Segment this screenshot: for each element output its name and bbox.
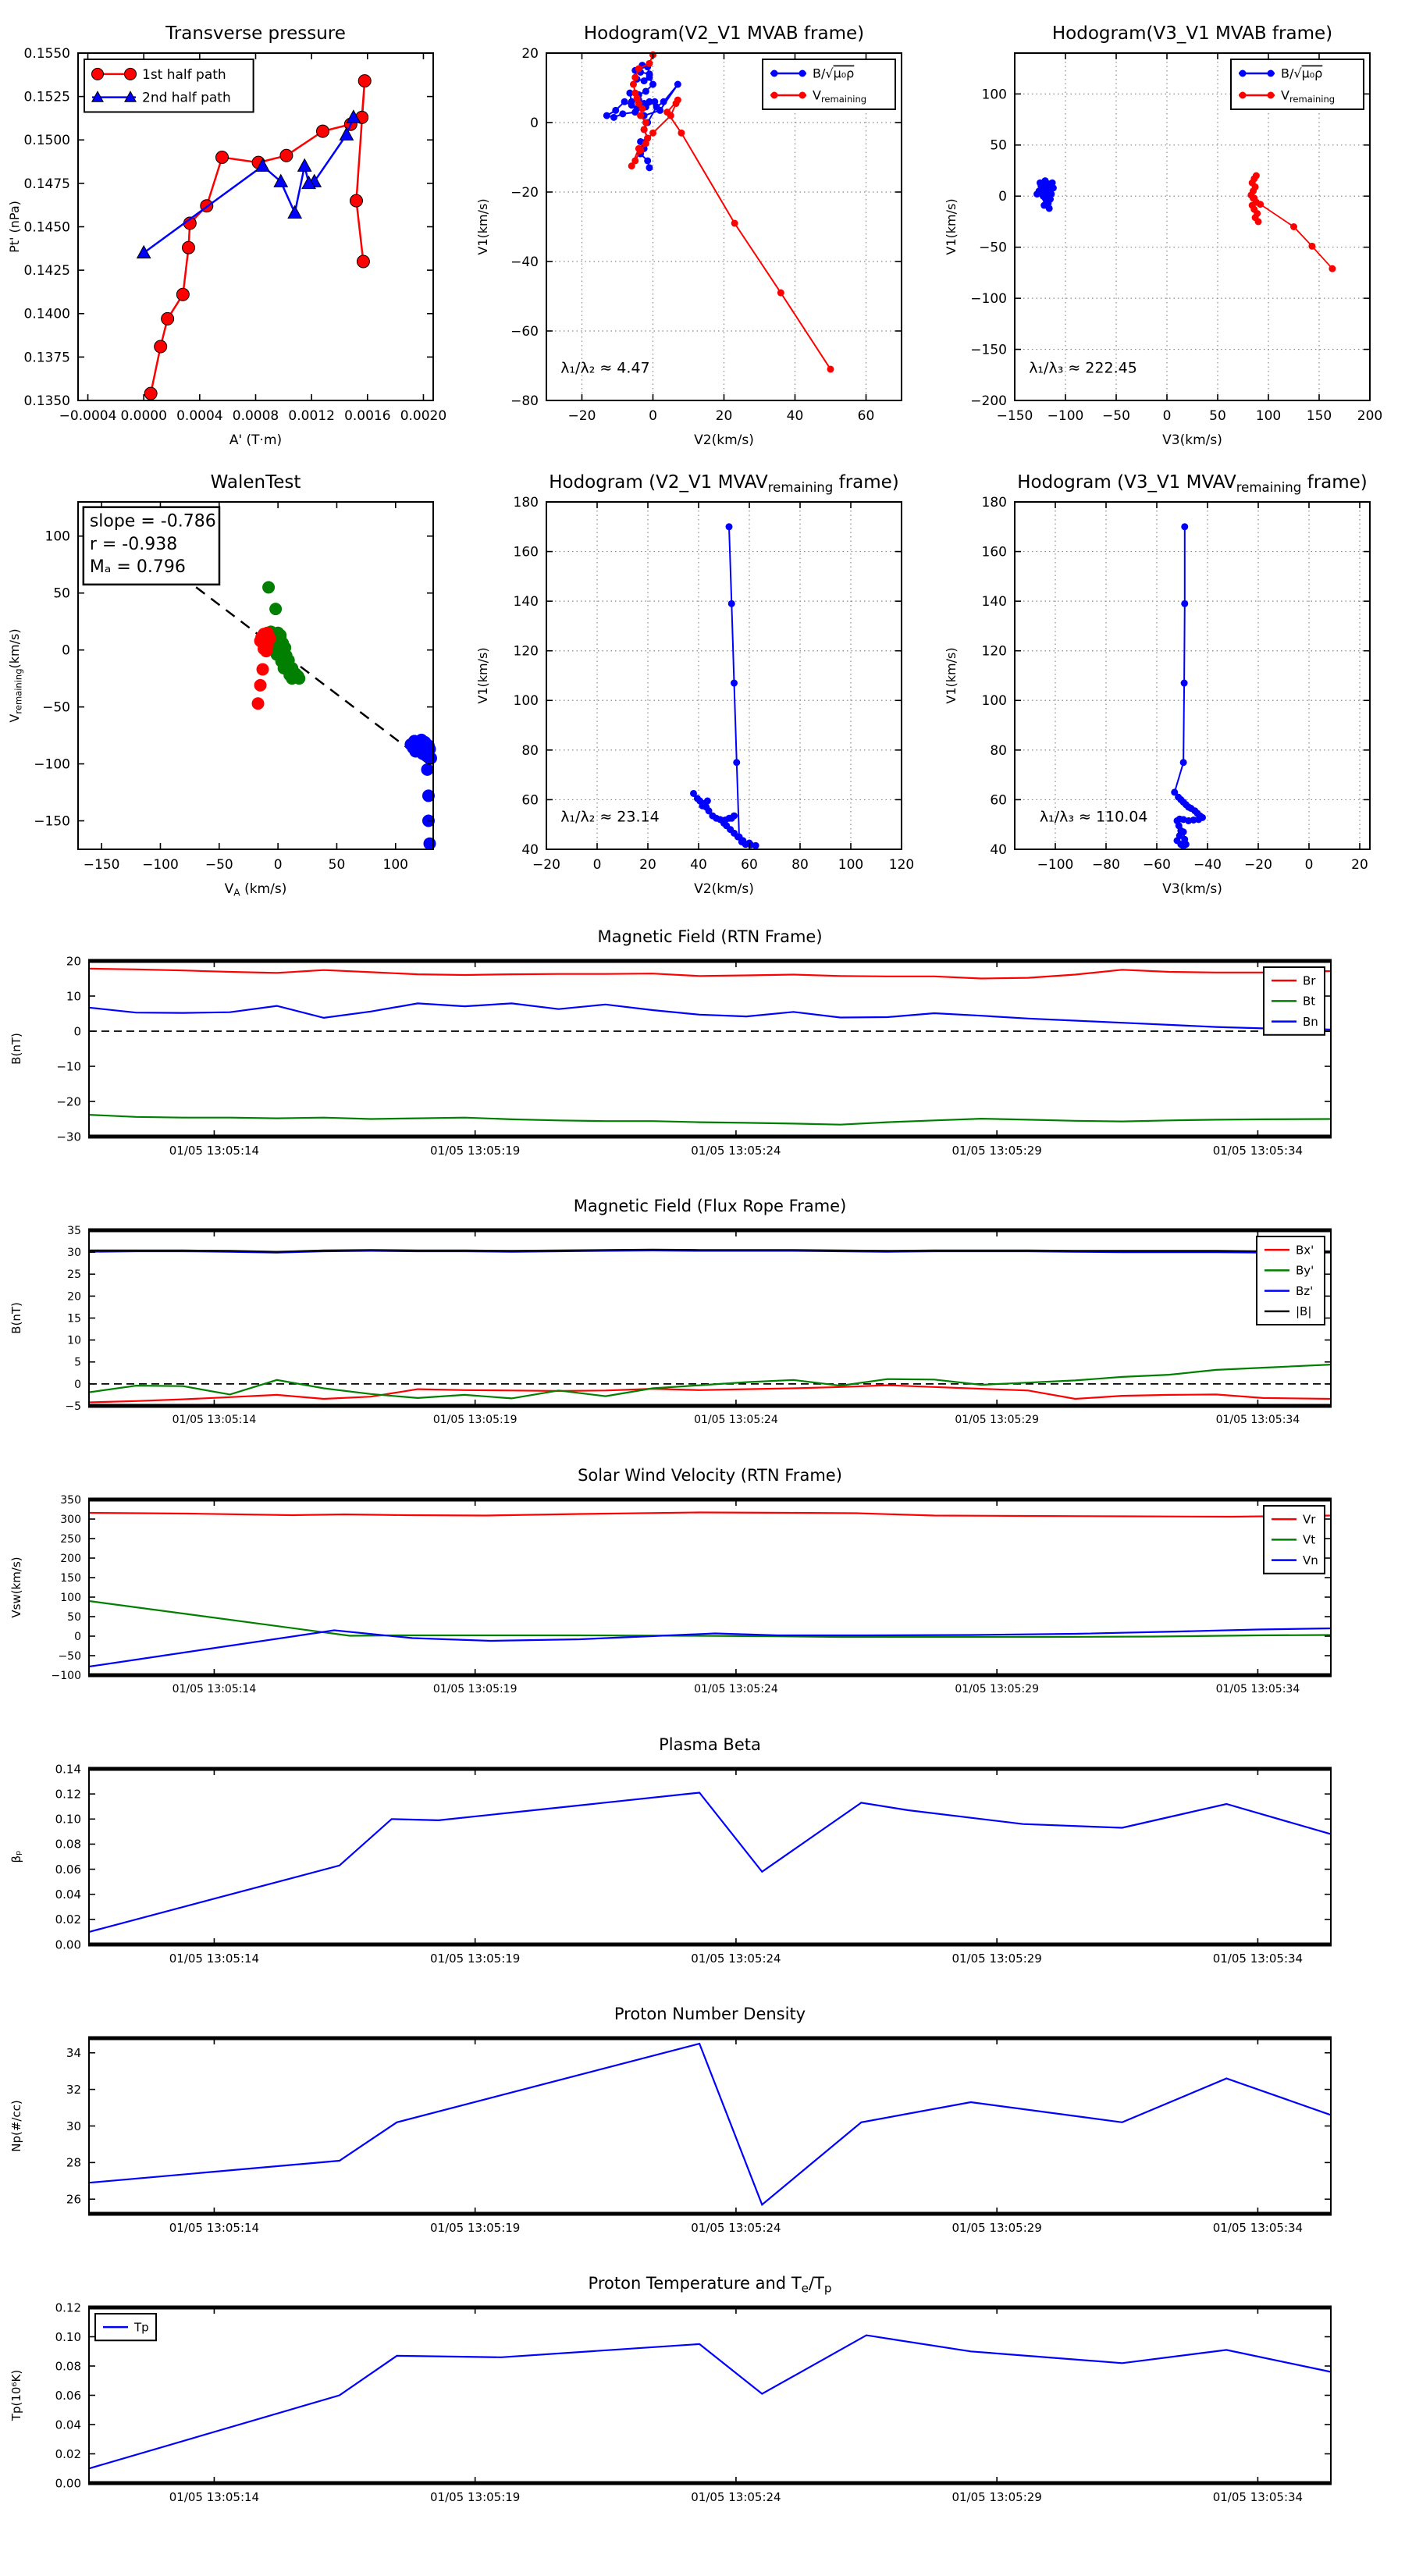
svg-text:120: 120 (981, 643, 1007, 660)
svg-text:Bx': Bx' (1296, 1243, 1314, 1258)
svg-text:−200: −200 (970, 393, 1007, 409)
svg-text:slope = -0.786: slope = -0.786 (89, 511, 216, 532)
chart-title: Proton Number Density (614, 2005, 806, 2023)
svg-text:30: 30 (67, 1247, 81, 1260)
svg-text:0.06: 0.06 (55, 1862, 81, 1877)
svg-text:250: 250 (60, 1532, 81, 1546)
axes-frame (1015, 502, 1370, 849)
svg-text:−40: −40 (510, 254, 539, 270)
svg-text:−100: −100 (142, 857, 179, 873)
svg-text:−60: −60 (1143, 857, 1171, 873)
svg-text:−80: −80 (510, 393, 539, 409)
svg-text:0.08: 0.08 (55, 1837, 81, 1852)
svg-text:01/05 13:05:24: 01/05 13:05:24 (694, 1414, 778, 1426)
svg-text:100: 100 (981, 87, 1007, 103)
svg-text:0.0004: 0.0004 (176, 408, 223, 424)
plot-row-2 (0, 454, 1405, 902)
svg-text:0.0012: 0.0012 (288, 408, 335, 424)
svg-text:0.14: 0.14 (55, 1762, 81, 1777)
svg-text:01/05 13:05:14: 01/05 13:05:14 (169, 2221, 260, 2235)
series-fit-line (166, 564, 435, 768)
svg-text:5: 5 (74, 1356, 81, 1369)
svg-text:50: 50 (53, 585, 70, 602)
svg-text:10: 10 (67, 1334, 81, 1347)
svg-text:01/05 13:05:34: 01/05 13:05:34 (1212, 2490, 1304, 2504)
y-axis-label: βₚ (9, 1850, 23, 1863)
svg-text:−20: −20 (56, 1094, 81, 1109)
svg-text:By': By' (1296, 1263, 1314, 1278)
svg-text:0.02: 0.02 (55, 2446, 81, 2461)
svg-text:01/05 13:05:29: 01/05 13:05:29 (951, 1952, 1042, 1966)
series-beta-p (89, 1793, 1331, 1932)
plot-row-1 (0, 5, 1405, 454)
series-Vn (89, 1628, 1331, 1667)
x-axis-label: V2(km/s) (694, 432, 754, 448)
svg-text:−40: −40 (1193, 857, 1222, 873)
svg-text:0.1375: 0.1375 (23, 350, 70, 366)
svg-text:40: 40 (521, 841, 539, 858)
chart-title: Plasma Beta (659, 1735, 761, 1754)
series-Bt (89, 1115, 1331, 1125)
series-B-over-sqrt-mu0rho (1033, 177, 1057, 212)
svg-text:01/05 13:05:29: 01/05 13:05:29 (955, 1683, 1040, 1695)
svg-text:0: 0 (592, 857, 602, 873)
svg-text:−50: −50 (979, 240, 1007, 256)
svg-text:32: 32 (66, 2082, 81, 2097)
svg-text:−150: −150 (970, 342, 1007, 358)
svg-text:0.1525: 0.1525 (23, 89, 70, 105)
svg-text:100: 100 (382, 857, 409, 873)
y-axis-label: $V_{remaining}(km/s)$ (7, 628, 24, 723)
svg-text:28: 28 (66, 2155, 81, 2170)
chart-svg-solar-wind-velocity (0, 1441, 1405, 1710)
svg-text:−50: −50 (1102, 408, 1130, 424)
series-red-points (252, 627, 276, 710)
svg-text:180: 180 (981, 494, 1007, 511)
chart-svg-proton-temperature (0, 2249, 1405, 2518)
svg-text:Bz': Bz' (1296, 1283, 1314, 1298)
svg-text:01/05 13:05:19: 01/05 13:05:19 (429, 1144, 521, 1158)
legend (1257, 1236, 1325, 1325)
panel-plasma-beta (0, 1710, 1405, 1980)
svg-text:0.0008: 0.0008 (232, 408, 279, 424)
y-axis-label: B(nT) (9, 1033, 23, 1065)
svg-text:01/05 13:05:34: 01/05 13:05:34 (1215, 1683, 1300, 1695)
y-axis-label: Pt' (nPa) (7, 201, 22, 253)
svg-text:100: 100 (1255, 408, 1282, 424)
svg-text:300: 300 (60, 1513, 81, 1526)
svg-text:01/05 13:05:14: 01/05 13:05:14 (169, 2490, 260, 2504)
svg-text:160: 160 (513, 544, 539, 560)
svg-text:160: 160 (981, 544, 1007, 560)
svg-text:0.10: 0.10 (55, 2329, 81, 2344)
svg-text:100: 100 (981, 693, 1007, 710)
svg-text:20: 20 (639, 857, 656, 873)
svg-text:40: 40 (786, 408, 804, 424)
chart-title: Proton Temperature and $T_e/T_p$ (588, 2274, 832, 2296)
svg-text:15: 15 (67, 1312, 81, 1325)
svg-text:20: 20 (66, 954, 81, 969)
svg-text:60: 60 (990, 792, 1007, 809)
svg-text:01/05 13:05:24: 01/05 13:05:24 (691, 1952, 781, 1966)
svg-text:−100: −100 (1047, 408, 1084, 424)
svg-text:0: 0 (530, 115, 539, 131)
svg-text:01/05 13:05:34: 01/05 13:05:34 (1212, 1952, 1304, 1966)
legend (763, 59, 895, 109)
svg-text:01/05 13:05:29: 01/05 13:05:29 (951, 1144, 1042, 1158)
chart-hodogram-v2v1-mvab (468, 5, 937, 454)
svg-text:−5: −5 (65, 1400, 81, 1413)
svg-text:−50: −50 (58, 1649, 81, 1663)
svg-text:0.04: 0.04 (55, 2418, 81, 2432)
legend (1264, 1506, 1325, 1574)
svg-text:01/05 13:05:29: 01/05 13:05:29 (951, 2221, 1042, 2235)
panel-proton-number-density (0, 1980, 1405, 2249)
svg-text:0: 0 (62, 642, 70, 659)
svg-text:01/05 13:05:34: 01/05 13:05:34 (1212, 2221, 1304, 2235)
svg-text:20: 20 (715, 408, 733, 424)
svg-text:34: 34 (66, 2046, 81, 2060)
svg-text:100: 100 (44, 528, 70, 545)
x-axis-label: $V_A$ (km/s) (224, 881, 287, 898)
svg-text:20: 20 (1351, 857, 1368, 873)
svg-text:01/05 13:05:24: 01/05 13:05:24 (691, 2221, 781, 2235)
walen-stats-box (84, 507, 219, 585)
svg-text:Vremaining: $V_{remaining}$ (813, 87, 867, 105)
chart-hodogram-v3v1-mvab (937, 5, 1405, 454)
svg-text:01/05 13:05:29: 01/05 13:05:29 (955, 1414, 1040, 1426)
svg-text:25: 25 (67, 1268, 81, 1282)
svg-text:10: 10 (66, 989, 81, 1004)
chart-title: Transverse pressure (165, 23, 346, 44)
svg-text:0.10: 0.10 (55, 1812, 81, 1827)
svg-text:40: 40 (990, 841, 1007, 858)
svg-text:−150: −150 (34, 813, 70, 830)
svg-text:120: 120 (513, 643, 539, 660)
chart-svg-proton-number-density (0, 1980, 1405, 2249)
svg-text:|B|: |B| (1296, 1304, 1312, 1319)
series-Tp (89, 2336, 1331, 2469)
y-axis-label: V1(km/s) (475, 647, 490, 704)
svg-text:01/05 13:05:19: 01/05 13:05:19 (429, 2221, 521, 2235)
svg-text:2nd half path: 2nd half path (142, 90, 231, 106)
svg-text:100: 100 (60, 1591, 81, 1604)
svg-text:60: 60 (521, 792, 539, 809)
x-axis-label: V2(km/s) (694, 881, 754, 897)
chart-svg-hodogram-v2v1-mvav (468, 454, 937, 902)
series-1st half path (144, 75, 371, 400)
axes-frame (89, 2307, 1331, 2483)
svg-text:40: 40 (690, 857, 707, 873)
chart-title: Hodogram(V3_V1 MVAB frame) (1051, 23, 1333, 44)
svg-text:100: 100 (513, 693, 539, 710)
x-axis-label: V3(km/s) (1162, 881, 1222, 897)
svg-text:01/05 13:05:14: 01/05 13:05:14 (169, 1144, 260, 1158)
svg-text:Br: Br (1303, 973, 1316, 988)
svg-text:−20: −20 (1244, 857, 1272, 873)
svg-text:−10: −10 (56, 1059, 81, 1074)
svg-text:0.1400: 0.1400 (23, 306, 70, 322)
svg-text:140: 140 (513, 594, 539, 610)
svg-text:150: 150 (1306, 408, 1332, 424)
series-velocity-path (690, 523, 759, 849)
svg-text:0: 0 (649, 408, 657, 424)
svg-text:01/05 13:05:14: 01/05 13:05:14 (172, 1414, 257, 1426)
svg-text:0: 0 (74, 1630, 81, 1643)
svg-text:80: 80 (990, 742, 1007, 759)
svg-text:20: 20 (521, 45, 539, 62)
svg-text:0: 0 (1162, 408, 1172, 424)
svg-text:−100: −100 (970, 291, 1007, 308)
svg-text:01/05 13:05:34: 01/05 13:05:34 (1212, 1144, 1304, 1158)
svg-text:01/05 13:05:19: 01/05 13:05:19 (432, 1414, 518, 1426)
series-Np (89, 2044, 1331, 2204)
grid (1015, 502, 1370, 849)
x-axis-label: A' (T·m) (229, 432, 283, 448)
axes-frame (546, 502, 902, 849)
svg-text:180: 180 (513, 494, 539, 511)
svg-text:Bn: Bn (1303, 1014, 1318, 1029)
chart-hodogram-v2v1-mvav (468, 454, 937, 902)
svg-text:0: 0 (1304, 857, 1314, 873)
legend (1264, 967, 1325, 1035)
svg-text:Bt: Bt (1303, 994, 1316, 1009)
svg-text:0.1350: 0.1350 (23, 393, 70, 409)
axes-frame (89, 1769, 1331, 1944)
svg-text:80: 80 (791, 857, 809, 873)
svg-text:01/05 13:05:19: 01/05 13:05:19 (432, 1683, 518, 1695)
svg-text:100: 100 (838, 857, 864, 873)
svg-text:−60: −60 (510, 323, 539, 340)
legend (95, 2314, 156, 2340)
series-Vr (89, 1513, 1331, 1517)
svg-text:0.1500: 0.1500 (23, 133, 70, 149)
y-axis-label: Np(#/cc) (9, 2100, 23, 2152)
series-By-prime (89, 1364, 1331, 1398)
legend (1231, 59, 1364, 109)
svg-text:Vn: Vn (1303, 1553, 1318, 1567)
svg-text:01/05 13:05:19: 01/05 13:05:19 (429, 1952, 521, 1966)
y-axis-label: B(nT) (9, 1302, 23, 1334)
axis-ticks (66, 2038, 1331, 2235)
svg-text:Mₐ = 0.796: Mₐ = 0.796 (89, 557, 186, 577)
svg-text:−80: −80 (1092, 857, 1120, 873)
svg-text:−150: −150 (996, 408, 1033, 424)
svg-text:50: 50 (67, 1610, 81, 1624)
svg-text:01/05 13:05:14: 01/05 13:05:14 (169, 1952, 260, 1966)
svg-text:35: 35 (67, 1224, 81, 1237)
svg-text:140: 140 (981, 594, 1007, 610)
svg-text:0.04: 0.04 (55, 1887, 81, 1902)
svg-text:1st half path: 1st half path (142, 66, 226, 83)
series-V-remaining (1247, 173, 1336, 272)
grid (546, 502, 902, 849)
chart-svg-magnetic-field-rtn (0, 902, 1405, 1172)
legend (84, 59, 254, 112)
svg-text:−20: −20 (532, 857, 560, 873)
svg-text:−100: −100 (34, 756, 70, 773)
svg-text:50: 50 (328, 857, 346, 873)
chart-svg-plasma-beta (0, 1710, 1405, 1980)
svg-text:0.06: 0.06 (55, 2388, 81, 2403)
chart-title: Hodogram (V2_V1 $MVAV_{remaining}$ frame) (549, 472, 899, 496)
svg-text:60: 60 (857, 408, 875, 424)
svg-text:0.12: 0.12 (55, 2300, 81, 2315)
axes-frame (89, 1230, 1331, 1406)
svg-text:0.1425: 0.1425 (23, 263, 70, 279)
svg-text:01/05 13:05:34: 01/05 13:05:34 (1215, 1414, 1300, 1426)
svg-text:01/05 13:05:24: 01/05 13:05:24 (691, 1144, 781, 1158)
svg-text:−50: −50 (42, 699, 70, 716)
lambda-ratio-annotation: λ₁/λ₃ ≈ 110.04 (1039, 808, 1148, 826)
axes-frame (89, 1500, 1331, 1675)
svg-text:50: 50 (1209, 408, 1226, 424)
svg-text:−20: −20 (510, 184, 539, 201)
svg-text:0.00: 0.00 (55, 2476, 81, 2491)
axes-frame (89, 2038, 1331, 2214)
svg-text:350: 350 (60, 1493, 81, 1507)
svg-text:Vremaining: $V_{remaining}$ (1281, 87, 1336, 105)
chart-transverse-pressure (0, 5, 468, 454)
svg-text:26: 26 (66, 2192, 81, 2207)
svg-text:01/05 13:05:24: 01/05 13:05:24 (694, 1683, 778, 1695)
svg-text:0: 0 (998, 189, 1007, 205)
panel-magnetic-field-rtn (0, 902, 1405, 1172)
chart-title: Solar Wind Velocity (RTN Frame) (578, 1466, 842, 1485)
chart-svg-magnetic-field-flux-rope (0, 1172, 1405, 1441)
axes-frame (89, 961, 1331, 1137)
svg-text:0.00: 0.00 (55, 1937, 81, 1952)
svg-text:200: 200 (1357, 408, 1383, 424)
svg-text:01/05 13:05:19: 01/05 13:05:19 (429, 2490, 521, 2504)
lambda-ratio-annotation: λ₁/λ₂ ≈ 4.47 (560, 359, 650, 377)
svg-text:−100: −100 (51, 1669, 81, 1682)
svg-text:0: 0 (273, 857, 283, 873)
chart-title: Magnetic Field (RTN Frame) (597, 927, 823, 946)
chart-title: Hodogram(V2_V1 MVAB frame) (583, 23, 865, 44)
svg-text:−100: −100 (1037, 857, 1074, 873)
y-axis-label: V1(km/s) (475, 198, 490, 255)
svg-text:01/05 13:05:24: 01/05 13:05:24 (691, 2490, 781, 2504)
series-Bx-prime (89, 1386, 1331, 1403)
svg-text:0.1475: 0.1475 (23, 176, 70, 192)
chart-title: Magnetic Field (Flux Rope Frame) (573, 1197, 847, 1215)
svg-text:0.12: 0.12 (55, 1787, 81, 1802)
chart-hodogram-v3v1-mvav (937, 454, 1405, 902)
chart-svg-walen-test (0, 454, 468, 902)
y-axis-label: V1(km/s) (944, 198, 959, 255)
axis-ticks (56, 954, 1331, 1158)
svg-text:0: 0 (74, 1378, 81, 1391)
svg-text:0.08: 0.08 (55, 2359, 81, 2374)
svg-text:Vt: Vt (1303, 1532, 1316, 1547)
series-Bn (89, 1003, 1331, 1029)
chart-svg-hodogram-v2v1-mvab (468, 5, 937, 454)
svg-text:150: 150 (60, 1571, 81, 1585)
svg-text:0: 0 (73, 1024, 81, 1039)
chart-title: WalenTest (210, 472, 301, 493)
svg-text:0.0000: 0.0000 (120, 408, 167, 424)
svg-text:−0.0004: −0.0004 (59, 408, 117, 424)
chart-svg-hodogram-v3v1-mvab (937, 5, 1405, 454)
svg-text:B/√μ₀ρ: B/√μ₀ρ (813, 66, 855, 81)
y-axis-label: Tp(10⁶K) (9, 2369, 23, 2421)
svg-text:0.0016: 0.0016 (344, 408, 391, 424)
chart-walen-test (0, 454, 468, 902)
svg-text:50: 50 (990, 137, 1007, 154)
svg-text:80: 80 (521, 742, 539, 759)
chart-svg-hodogram-v3v1-mvav (937, 454, 1405, 902)
svg-text:0.02: 0.02 (55, 1912, 81, 1927)
axis-ticks (52, 1494, 1331, 1695)
svg-text:Vr: Vr (1303, 1512, 1316, 1527)
svg-text:01/05 13:05:14: 01/05 13:05:14 (172, 1683, 257, 1695)
panel-solar-wind-velocity (0, 1441, 1405, 1710)
svg-text:r = -0.938: r = -0.938 (89, 534, 178, 554)
series-Br (89, 969, 1331, 979)
svg-text:30: 30 (66, 2119, 81, 2133)
svg-text:−20: −20 (567, 408, 596, 424)
x-axis-label: V3(km/s) (1162, 432, 1222, 448)
svg-text:−30: −30 (56, 1130, 81, 1144)
lambda-ratio-annotation: λ₁/λ₂ ≈ 23.14 (560, 808, 660, 826)
svg-text:B/√μ₀ρ: B/√μ₀ρ (1281, 66, 1323, 81)
y-axis-label: Vsw(km/s) (9, 1557, 23, 1618)
series-velocity-path (1171, 523, 1206, 849)
svg-text:60: 60 (741, 857, 758, 873)
chart-title: Hodogram (V3_V1 $MVAV_{remaining}$ frame) (1017, 472, 1368, 496)
svg-text:120: 120 (888, 857, 915, 873)
svg-text:200: 200 (60, 1552, 81, 1565)
series-blue-points (404, 734, 437, 850)
axis-ticks (55, 2300, 1331, 2504)
svg-text:0.1550: 0.1550 (23, 45, 70, 62)
svg-text:−150: −150 (83, 857, 120, 873)
svg-text:0.0020: 0.0020 (400, 408, 447, 424)
y-axis-label: V1(km/s) (944, 647, 959, 704)
svg-text:−50: −50 (205, 857, 233, 873)
panel-magnetic-field-flux-rope (0, 1172, 1405, 1441)
svg-text:01/05 13:05:29: 01/05 13:05:29 (951, 2490, 1042, 2504)
svg-text:0.1450: 0.1450 (23, 219, 70, 236)
panel-proton-temperature (0, 2249, 1405, 2518)
lambda-ratio-annotation: λ₁/λ₃ ≈ 222.45 (1029, 359, 1137, 377)
svg-text:Tp: Tp (134, 2320, 149, 2335)
chart-svg-transverse-pressure (0, 5, 468, 454)
svg-text:20: 20 (67, 1290, 81, 1304)
